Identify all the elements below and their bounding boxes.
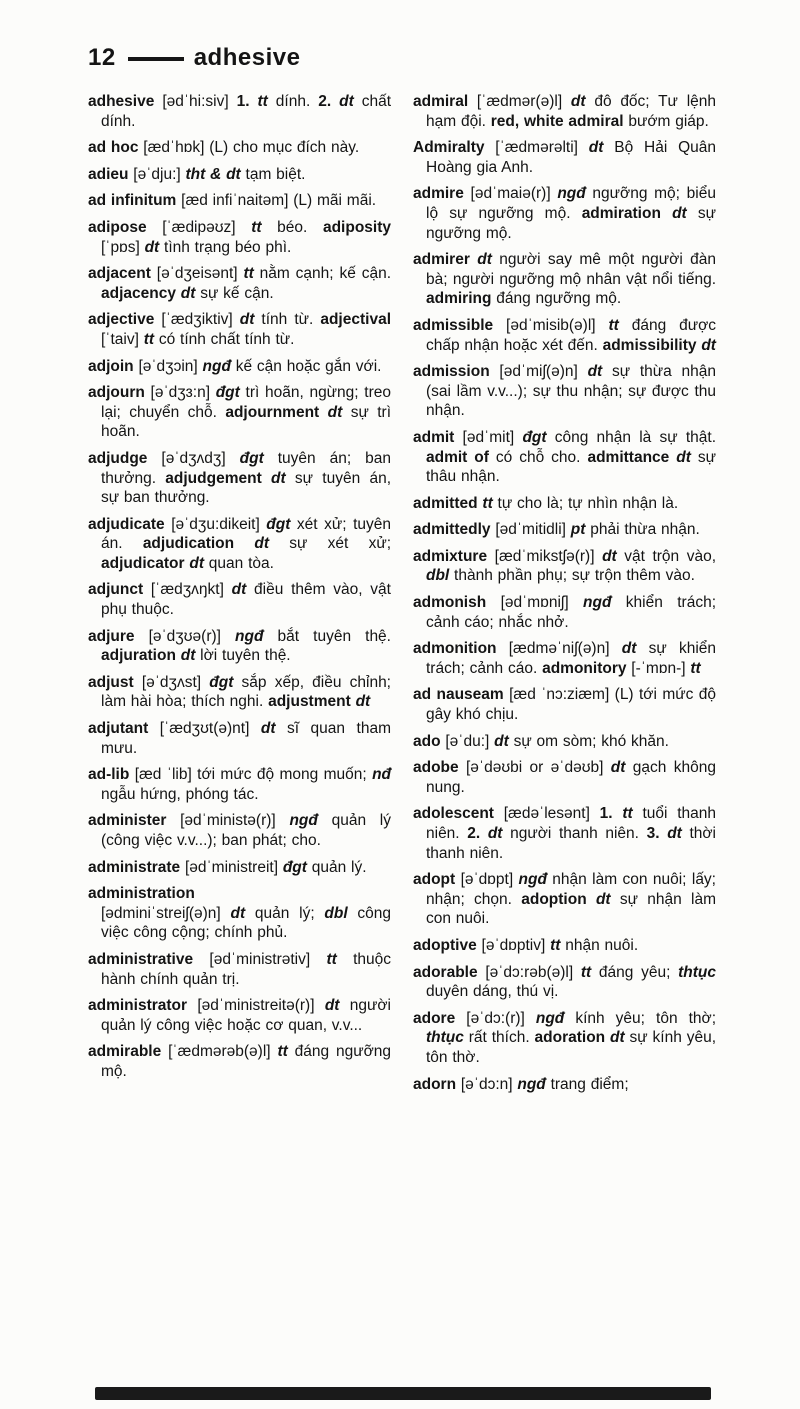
dictionary-entry (88, 765, 391, 804)
dictionary-entry (88, 191, 391, 211)
pos-tag: dt (587, 363, 603, 381)
definition-text: sự khiển trách; cảnh cáo. (426, 640, 716, 677)
pos-tag: đgt (266, 515, 291, 533)
definition-text: quan tòa. (204, 554, 274, 572)
pos-tag: pt (570, 521, 586, 539)
pos-tag: tt (257, 93, 268, 110)
definition-text: trang điểm; (545, 1075, 629, 1093)
definition-text: quản lý. (306, 858, 367, 876)
definition-text: [ˈædmərəb(ə)l] (161, 1043, 278, 1061)
definition-text: [ədˈmiʃ(ə)n] (489, 363, 588, 381)
definition-text: [ædməˈniʃ(ə)n] (496, 640, 622, 658)
headword-or-bold-text: adoption (521, 890, 587, 908)
definition-text: [ˈædmər(ə)l] (468, 93, 571, 110)
headword-or-bold-text: admissible (413, 316, 494, 334)
dictionary-entry (88, 383, 391, 442)
headword-or-bold-text: adoration (534, 1029, 606, 1047)
definition-text: [ˈædʒʊt(ə)nt] (148, 720, 261, 738)
headword-or-bold-text: admittance (587, 448, 670, 466)
definition-text: đáng được chấp nhận hoặc xét đến. (426, 316, 716, 354)
headword-or-bold-text: admire (413, 185, 464, 203)
headword-or-bold-text: ad infinitum (88, 192, 177, 210)
headword-or-bold-text: admit (413, 428, 455, 446)
definition-text: xét xử; tuyên án. (101, 515, 391, 553)
headword-or-bold-text: adjoin (88, 357, 134, 375)
dictionary-entry (413, 184, 716, 243)
dictionary-entry (413, 250, 716, 309)
definition-text: lời tuyên thệ. (195, 647, 291, 665)
dictionary-entry (413, 520, 716, 540)
pos-tag: ngđ (289, 812, 318, 830)
headword-or-bold-text: admiring (426, 290, 492, 308)
headword-or-bold-text: adjust (88, 673, 134, 691)
dictionary-entry (88, 165, 391, 185)
right-column (413, 92, 716, 1101)
definition-text: [əˈdɔ:(r)] (455, 1009, 536, 1027)
definition-text: [ədminiˈstreiʃ(ə)n] (101, 904, 231, 922)
pos-tag: dt (189, 554, 204, 572)
pos-tag: dbl (426, 567, 450, 585)
definition-text: [əˈdəʊbi or əˈdəʊb] (458, 759, 611, 777)
pos-tag: tt (243, 265, 254, 283)
dictionary-entry (413, 936, 716, 956)
definition-text: [ˈædipəʊz] (146, 218, 252, 236)
headword-or-bold-text: admiration (581, 204, 661, 222)
definition-text: sự om sòm; khó khăn. (508, 732, 669, 750)
definition-text: [ˈædmərəlti] (484, 139, 589, 157)
headword-or-bold-text: adjustment (268, 693, 351, 711)
definition-text: phải thừa nhận. (585, 521, 700, 539)
headword-or-bold-text: administrator (88, 997, 188, 1015)
definition-text: quản lý; (245, 904, 325, 922)
definition-text: rất thích. (463, 1029, 535, 1047)
pos-tag: tt (143, 330, 155, 348)
pos-tag: dt (230, 904, 246, 922)
pos-tag: đgt (215, 384, 240, 402)
pos-tag: đgt (239, 449, 264, 467)
definition-text: sự kế cận. (195, 284, 274, 302)
definition-text: [əˈdɒpt] (455, 871, 519, 889)
definition-text: [æd ˈlib] tới mức độ mong muốn; (129, 766, 373, 784)
headword-or-bold-text: adjudicate (88, 515, 165, 533)
definition-text: duyên dáng, thú vị. (426, 983, 559, 1001)
pos-tag: đgt (522, 428, 547, 446)
definition-text: [æd infiˈnaitəm] (L) mãi mãi. (176, 192, 377, 210)
definition-text: [ˈædʒʌŋkt] (143, 581, 232, 599)
headword-or-bold-text: admission (413, 363, 490, 381)
definition-text: [ədˈmit] (454, 428, 523, 446)
definition-text: đáng ngưỡng mộ. (491, 290, 622, 308)
definition-text: dính. (267, 93, 319, 110)
headword-or-bold-text: adjudge (88, 449, 148, 467)
definition-text: đáng yêu; (591, 963, 679, 981)
headword-or-bold-text: Admiralty (413, 139, 485, 157)
pos-tag: dt (667, 825, 682, 842)
pos-tag: dt (588, 139, 604, 157)
definition-text: đáng ngưỡng mộ. (101, 1043, 391, 1080)
pos-tag: tt (608, 316, 619, 334)
definition-text: nhận nuôi. (560, 936, 639, 954)
scan-artifact-bar (95, 1387, 711, 1400)
definition-text: kính yêu; tôn thờ; (564, 1009, 717, 1027)
dictionary-entry (413, 758, 716, 797)
headword-or-bold-text: adjectival (320, 311, 391, 329)
definition-text: sự nhận làm con nuôi. (426, 890, 716, 928)
headword-or-bold-text: administrate (88, 858, 181, 876)
headword-or-bold-text: admonitory (542, 659, 627, 677)
definition-text: sự thừa nhận (sai lầm v.v...); sự thu nhận; sự được thu nhận. (426, 363, 716, 420)
definition-text: [əˈdɒptiv] (476, 936, 551, 954)
dictionary-entry (413, 685, 716, 724)
definition-text: [əˈdʒeisənt] (150, 265, 244, 283)
dictionary-entry (413, 593, 716, 632)
pos-tag: dt (260, 720, 276, 738)
headword-or-bold-text: adieu (88, 165, 129, 183)
dictionary-entry (88, 1042, 391, 1081)
definition-text: [əˈdʒʌst] (133, 673, 210, 691)
definition-text: người thanh niên. (502, 825, 647, 842)
definition-text: [əˈdʒɜ:n] (144, 384, 216, 402)
headword-or-bold-text: 2. (318, 93, 340, 110)
headword-or-bold-text: adjunct (88, 581, 144, 599)
pos-tag: dt (324, 997, 340, 1015)
dictionary-entry (88, 310, 391, 349)
definition-text: [-ˈmɒn-] (626, 659, 691, 677)
pos-tag: dt (327, 403, 343, 421)
dictionary-entry (88, 449, 391, 508)
dictionary-entry (88, 996, 391, 1035)
pos-tag: dt (339, 93, 354, 110)
headword-or-bold-text: adobe (413, 759, 459, 777)
headword-or-bold-text: admissibility (602, 336, 697, 354)
definition-text: khiển trách; cảnh cáo; nhắc nhở. (426, 594, 716, 631)
definition-text: sắp xếp, điều chỉnh; làm hài hòa; thích nghi. (101, 673, 391, 711)
definition-text: có chỗ cho. (488, 448, 588, 466)
definition-text: thời thanh niên. (426, 825, 716, 862)
definition-text: tính từ. (254, 311, 321, 329)
pos-tag: tt (690, 659, 701, 677)
headword-or-bold-text: ad-lib (88, 766, 130, 784)
dictionary-entry (413, 804, 716, 863)
definition-text: sự xét xử; (269, 535, 392, 553)
definition-text: [ˈædʒiktiv] (154, 311, 240, 329)
headword-or-bold-text: adjudication (142, 535, 235, 553)
definition-text: ngẫu hứng, phóng tác. (101, 785, 259, 803)
headword-or-bold-text: ad hoc (88, 139, 139, 157)
headword-or-bold-text: administer (88, 812, 167, 830)
dictionary-entry (413, 547, 716, 586)
pos-tag: đgt (209, 673, 234, 691)
dictionary-entry (413, 1075, 716, 1095)
dictionary-entry (88, 858, 391, 878)
headword-or-bold-text: 2. (467, 825, 488, 842)
definition-text: Bộ Hải Quân Hoàng gia Anh. (426, 139, 716, 176)
headword-or-bold-text: adjutant (88, 720, 149, 738)
headword-or-bold-text: admiral (413, 93, 469, 110)
definition-text: [ədˈmaiə(r)] (463, 185, 558, 203)
definition-text: [əˈdʒʌdʒ] (147, 449, 240, 467)
headword-or-bold-text: adoptive (413, 936, 477, 954)
pos-tag: dt (676, 448, 691, 466)
definition-text: [əˈdu:] (440, 732, 495, 750)
definition-text: [ədˈmitidli] (490, 521, 571, 539)
headword-or-bold-text: adjudgement (165, 469, 262, 487)
dictionary-entry (413, 963, 716, 1002)
definition-text: đô đốc; Tư lệnh hạm đội. (426, 93, 716, 130)
pos-tag: dt (621, 640, 637, 658)
headword-or-bold-text: admirer (413, 251, 470, 269)
definition-text: bướm giáp. (623, 112, 709, 130)
dictionary-entry (413, 138, 716, 177)
definition-text: [ædˈhɒk] (L) cho mục đích này. (138, 139, 360, 157)
headword-or-bold-text: ado (413, 732, 441, 750)
dictionary-entry (413, 362, 716, 421)
headword-or-bold-text: admit of (426, 448, 489, 466)
pos-tag: tht & dt (185, 165, 241, 183)
pos-tag: thtục (678, 963, 716, 981)
dictionary-entry (88, 627, 391, 666)
headword-or-bold-text: 3. (646, 825, 668, 842)
dictionary-entry (413, 316, 716, 355)
headword-or-bold-text: adjacent (88, 265, 151, 283)
definition-text: [əˈdɔ:n] (456, 1075, 518, 1093)
definition-text: vật trộn vào, (616, 547, 716, 565)
pos-tag: dt (595, 890, 611, 908)
dictionary-entry (88, 92, 391, 131)
guide-word: adhesive (193, 44, 301, 71)
headword-or-bold-text: adiposity (322, 218, 391, 236)
dictionary-entry (88, 264, 391, 303)
headword-or-bold-text: admirable (88, 1043, 162, 1061)
definition-text: [ədˈministreitə(r)] (187, 997, 325, 1015)
pos-tag: dt (610, 1029, 625, 1047)
headword-or-bold-text: administrative (88, 950, 194, 968)
definition-text: gạch không nung. (426, 759, 716, 796)
pos-tag: dt (602, 547, 617, 565)
definition-text: [ədˈmisib(ə)l] (493, 316, 609, 334)
pos-tag: dt (610, 759, 626, 777)
headword-or-bold-text: red, white admiral (490, 112, 624, 130)
pos-tag: ngđ (202, 357, 231, 375)
definition-text: [əˈdju:] (128, 165, 186, 183)
definition-text (661, 205, 672, 222)
definition-text: [ˈpɒs] (101, 238, 145, 256)
headword-or-bold-text: adjudicator (101, 554, 185, 572)
definition-text: béo. (261, 218, 323, 236)
headword-or-bold-text: adorn (413, 1075, 457, 1093)
definition-text: công nhận là sự thật. (546, 428, 716, 446)
pos-tag: dt (254, 535, 270, 553)
definition-text: [əˈdʒʊə(r)] (134, 627, 236, 645)
pos-tag: ngđ (535, 1009, 565, 1027)
definition-text: sự tuyên án, sự ban thưởng. (101, 469, 392, 507)
definition-text: tình trạng béo phì. (159, 238, 292, 256)
definition-text: tuổi thanh niên. (426, 805, 716, 842)
definition-text: bắt tuyên thệ. (263, 627, 391, 645)
definition-text: sự trì hoãn. (101, 403, 392, 441)
dictionary-entry (88, 673, 391, 712)
pos-tag: dt (570, 93, 586, 110)
dictionary-entry (413, 1009, 716, 1068)
definition-text: tạm biệt. (240, 165, 306, 183)
headword-or-bold-text: admixture (413, 547, 488, 565)
pos-tag: ngđ (518, 871, 547, 889)
pos-tag: tt (326, 950, 337, 968)
pos-tag: tt (277, 1043, 288, 1061)
pos-tag: ngđ (557, 185, 586, 203)
pos-tag: tt (482, 494, 493, 512)
definition-text: nằm cạnh; kế cận. (253, 265, 391, 283)
headword-or-bold-text: adore (413, 1009, 456, 1027)
headword-or-bold-text: admitted (413, 494, 478, 512)
definition-text: công việc công cộng; chính phủ. (101, 904, 392, 942)
definition-text: [əˈdʒu:dikeit] (164, 515, 267, 533)
headword-or-bold-text: adhesive (88, 93, 155, 110)
dictionary-entry (88, 138, 391, 158)
pos-tag: dt (180, 647, 196, 665)
definition-text: [əˈdɔ:rəb(ə)l] (477, 963, 581, 981)
definition-text: kế cận hoặc gắn với. (230, 357, 382, 375)
headword-or-bold-text: adjacency (101, 284, 176, 302)
dictionary-entry (88, 811, 391, 850)
pos-tag: dt (231, 581, 247, 599)
pos-tag: tt (580, 963, 592, 981)
headword-or-bold-text: 1. (599, 805, 623, 823)
definition-text: có tính chất tính từ. (154, 330, 295, 348)
dictionary-entry (413, 92, 716, 131)
pos-tag: dt (144, 238, 160, 256)
headword-or-bold-text: adjournment (225, 403, 320, 421)
pos-tag: tt (550, 936, 561, 954)
definition-text: sự kính yêu, tôn thờ. (426, 1029, 716, 1066)
dictionary-entry (88, 515, 391, 574)
dictionary-columns (88, 92, 716, 1101)
definition-text: sĩ quan tham mưu. (101, 720, 391, 757)
headword-or-bold-text: adipose (88, 218, 147, 236)
headword-or-bold-text: admittedly (413, 521, 491, 539)
dictionary-entry (413, 494, 716, 514)
definition-text: điều thêm vào, vật phụ thuộc. (101, 581, 391, 619)
pos-tag: ngđ (583, 594, 612, 612)
definition-text: trì hoãn, ngừng; treo lại; chuyển chỗ. (101, 384, 391, 421)
pos-tag: dt (239, 311, 255, 329)
definition-text: [ədˈministə(r)] (166, 812, 290, 830)
definition-text: [əˈdʒɔin] (133, 357, 203, 375)
headword-or-bold-text: adjourn (88, 384, 145, 402)
definition-text: tuyên án; ban thưởng. (101, 449, 391, 487)
dictionary-entry (88, 884, 391, 943)
definition-text: [ədˈministrətiv] (193, 950, 327, 968)
dictionary-entry (88, 218, 391, 257)
pos-tag: dt (701, 336, 716, 354)
definition-text (587, 891, 596, 908)
pos-tag: dt (494, 732, 509, 750)
headword-or-bold-text: adolescent (413, 805, 494, 823)
definition-text: ngưỡng mộ; biểu lộ sự ngưỡng mộ. (426, 185, 716, 222)
definition-text: người quản lý công việc hoặc cơ quan, v.v... (101, 997, 392, 1034)
dictionary-entry (413, 870, 716, 929)
pos-tag: thtục (426, 1029, 464, 1047)
definition-text: [ədˈhi:siv] (154, 93, 237, 110)
definition-text (319, 404, 327, 421)
headword-or-bold-text: adorable (413, 963, 478, 981)
headword-or-bold-text: 1. (236, 93, 258, 110)
definition-text: thuộc hành chính quản trị. (101, 950, 391, 988)
pos-tag: nđ (372, 766, 391, 784)
dictionary-entry (88, 950, 391, 989)
dictionary-entry (88, 719, 391, 758)
left-column (88, 92, 391, 1101)
definition-text: [ədˈmɒniʃ] (486, 594, 584, 612)
definition-text: sự ngưỡng mộ. (426, 204, 717, 242)
pos-tag: dt (672, 204, 687, 222)
pos-tag: dt (271, 469, 286, 487)
page-header (88, 44, 300, 72)
definition-text (234, 535, 254, 552)
dictionary-entry (88, 357, 391, 377)
pos-tag: dt (487, 825, 503, 842)
headword-or-bold-text: adjective (88, 311, 155, 329)
definition-text: nhận làm con nuôi; lấy; nhận; chọn. (426, 871, 716, 908)
definition-text: [ˈtaiv] (101, 330, 144, 348)
headword-or-bold-text: adjure (88, 627, 135, 645)
headword-or-bold-text: adjuration (101, 647, 176, 665)
pos-tag: ngđ (235, 627, 264, 645)
definition-text: tự cho là; tự nhìn nhận là. (492, 494, 679, 512)
page-number: 12 (88, 44, 116, 71)
definition-text: sự thâu nhận. (426, 448, 716, 486)
definition-text (262, 470, 271, 487)
definition-text: [ædˈmikstʃə(r)] (487, 547, 603, 565)
dictionary-entry (413, 428, 716, 487)
headword-or-bold-text: ad nauseam (413, 686, 504, 704)
pos-tag: đgt (282, 858, 307, 876)
definition-text: [ædəˈlesənt] (493, 805, 600, 823)
pos-tag: tt (622, 805, 633, 823)
headword-or-bold-text: administration (88, 885, 195, 903)
pos-tag: dt (180, 284, 196, 302)
dictionary-entry (88, 580, 391, 619)
headword-or-bold-text: adopt (413, 871, 456, 889)
definition-text: chất dính. (101, 93, 392, 130)
definition-text: quản lý (công việc v.v...); ban phát; cho. (101, 812, 391, 849)
pos-tag: dbl (324, 904, 348, 922)
pos-tag: dt (355, 693, 371, 711)
definition-text: [æd ˈnɔ:ziæm] (L) tới mức độ gây khó chịu. (426, 686, 716, 724)
header-dash-rule (128, 57, 184, 61)
headword-or-bold-text: admonition (413, 640, 497, 658)
pos-tag: tt (251, 218, 262, 236)
dictionary-entry (413, 732, 716, 752)
pos-tag: ngđ (517, 1075, 546, 1093)
pos-tag: dt (477, 251, 492, 269)
dictionary-entry (413, 639, 716, 678)
definition-text: người say mê một người đàn bà; người ngưỡng mộ nhân vật nổi tiếng. (426, 251, 717, 288)
headword-or-bold-text: admonish (413, 594, 487, 612)
definition-text: thành phần phụ; sự trộn thêm vào. (449, 567, 695, 585)
definition-text: [ədˈministreit] (180, 858, 283, 876)
